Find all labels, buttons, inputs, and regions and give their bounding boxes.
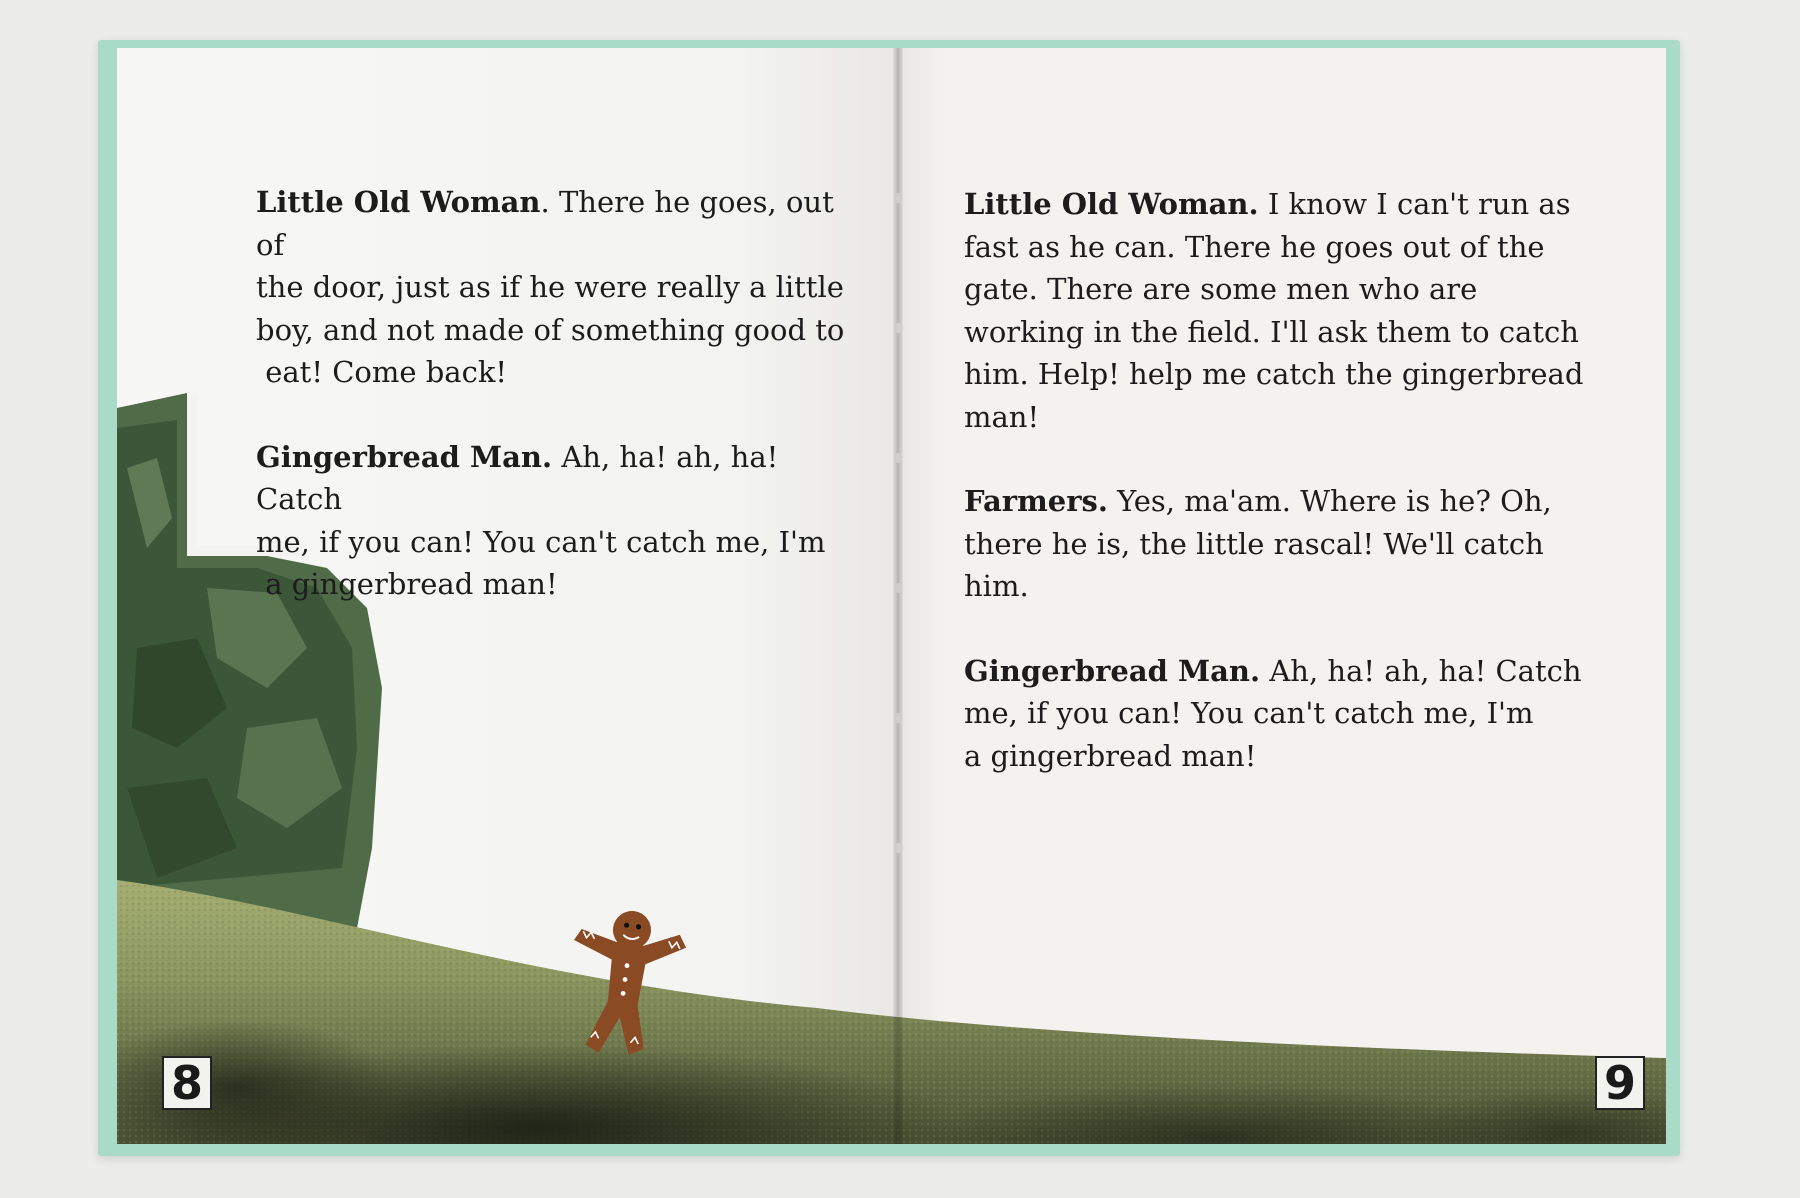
speaker-name: Gingerbread Man. (964, 653, 1261, 688)
dialogue-text: Yes, ma'am. Where is he? Oh, there he is, the little rascal! We'll catch him. (964, 484, 1552, 603)
page-number-right: 9 (1595, 1056, 1645, 1110)
binding-stitch (896, 193, 901, 203)
speaker-punctuation: . (540, 185, 559, 219)
binding-stitch (896, 713, 901, 723)
page-number-left: 8 (162, 1056, 212, 1110)
speaker-punctuation (1259, 187, 1268, 221)
right-page-text (964, 183, 1604, 819)
book-spread (117, 48, 1666, 1144)
left-page-text (256, 181, 856, 648)
binding-stitch (896, 323, 901, 333)
speaker-name: Farmers. (964, 484, 1108, 518)
speaker-punctuation (1108, 484, 1117, 518)
binding-stitch (896, 583, 901, 593)
dialogue-text: Ah, ha! ah, ha! Catch me, if you can! You can't catch me, I'm a gingerbread man! (964, 653, 1582, 773)
dialogue-text: Ah, ha! ah, ha! Catch me, if you can! You can't catch me, I'm a gingerbread man! (256, 439, 826, 601)
dialogue-paragraph (256, 436, 856, 606)
book-gutter (893, 48, 903, 1144)
dialogue-text: I know I can't run as fast as he can. There he goes out of the gate. There are some men who are working in the field. I'll ask them to catch him. Help! help me catch the gingerbread man! (964, 187, 1584, 434)
dialogue-paragraph (964, 183, 1604, 438)
dialogue-paragraph (964, 650, 1604, 778)
speaker-punctuation (1260, 654, 1269, 688)
speaker-name: Gingerbread Man. (256, 439, 553, 474)
binding-stitch (896, 843, 901, 853)
speaker-name: Little Old Woman (256, 185, 541, 219)
dialogue-text: There he goes, out of the door, just as if he were really a little boy, and not made of something good to eat! Come back! (256, 185, 845, 389)
speaker-name: Little Old Woman. (964, 187, 1259, 221)
binding-stitch (896, 453, 901, 463)
dialogue-paragraph (256, 181, 856, 394)
dialogue-paragraph (964, 480, 1604, 608)
speaker-punctuation (552, 440, 561, 474)
